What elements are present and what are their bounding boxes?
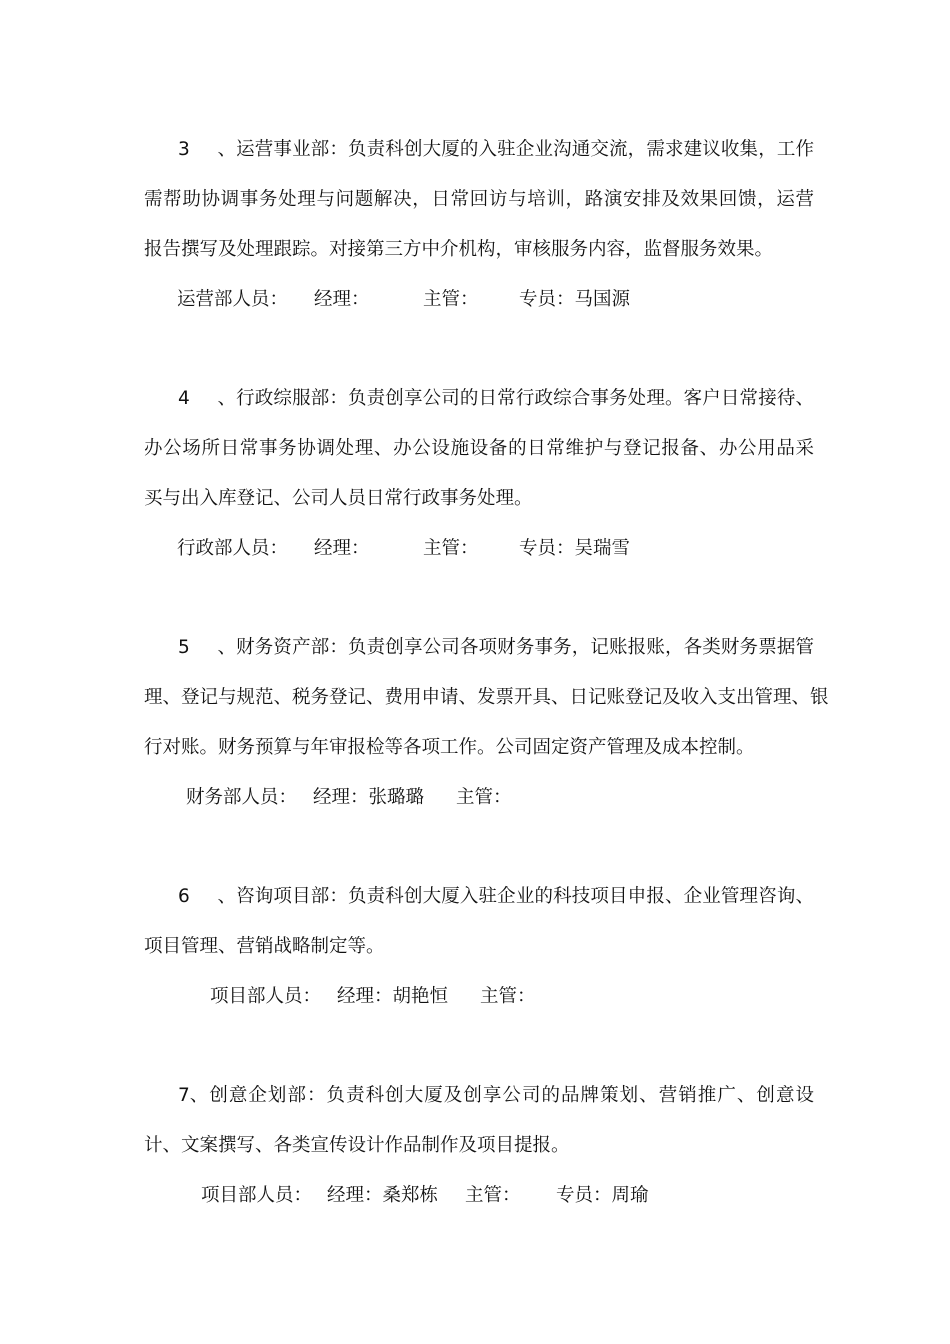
section-7-line-1: 7、创意企划部：负责科创大厦及创享公司的品牌策划、营销推广、创意设 [144, 1083, 814, 1109]
staff-specialist: 专员：吴瑞雪 [519, 538, 631, 559]
staff-manager: 经理： [314, 538, 370, 559]
staff-manager: 经理：张璐璐 [313, 787, 425, 808]
section-4-line-1: 4、行政综服部：负责创享公司的日常行政综合事务处理。客户日常接待、 [144, 386, 814, 412]
staff-dept: 财务部人员： [186, 787, 298, 808]
staff-supervisor: 主管： [456, 787, 512, 808]
section-6-line-1: 6、咨询项目部：负责科创大厦入驻企业的科技项目申报、企业管理咨询、 [144, 884, 814, 910]
staff-manager: 经理：桑郑栋 [327, 1185, 439, 1206]
section-number: 6、 [178, 886, 236, 907]
staff-dept: 项目部人员： [210, 986, 322, 1007]
section-5-line-3: 行对账。财务预算与年审报检等各项工作。公司固定资产管理及成本控制。 [144, 737, 755, 758]
section-5-line-2: 理、登记与规范、税务登记、费用申请、发票开具、日记账登记及收入支出管理、银 [144, 687, 829, 708]
staff-supervisor: 主管： [423, 289, 479, 310]
section-6-line-2: 项目管理、营销战略制定等。 [144, 936, 385, 957]
section-3-line-1: 3、运营事业部：负责科创大厦的入驻企业沟通交流，需求建议收集，工作 [144, 137, 814, 163]
staff-dept: 项目部人员： [201, 1185, 313, 1206]
staff-specialist: 专员：周瑜 [556, 1185, 649, 1206]
staff-dept: 行政部人员： [177, 538, 289, 559]
section-number: 4、 [178, 388, 236, 409]
section-3-line-2: 需帮助协调事务处理与问题解决，日常回访与培训，路演安排及效果回馈，运营 [144, 189, 814, 210]
section-number: 7、 [178, 1085, 209, 1106]
section-4-line-2: 办公场所日常事务协调处理、办公设施设备的日常维护与登记报备、办公用品采 [144, 438, 814, 459]
staff-specialist: 专员：马国源 [519, 289, 631, 310]
staff-manager: 经理： [314, 289, 370, 310]
staff-manager: 经理：胡艳恒 [337, 986, 449, 1007]
section-5-line-1: 5、财务资产部：负责创享公司各项财务事务，记账报账，各类财务票据管 [144, 635, 814, 661]
section-4-line-3: 买与出入库登记、公司人员日常行政事务处理。 [144, 488, 533, 509]
section-3-line-3: 报告撰写及处理跟踪。对接第三方中介机构，审核服务内容，监督服务效果。 [144, 239, 774, 260]
staff-supervisor: 主管： [423, 538, 479, 559]
section-number: 3、 [178, 139, 236, 160]
staff-supervisor: 主管： [480, 986, 536, 1007]
staff-dept: 运营部人员： [177, 289, 289, 310]
section-number: 5、 [178, 637, 236, 658]
staff-supervisor: 主管： [465, 1185, 521, 1206]
section-7-line-2: 计、文案撰写、各类宣传设计作品制作及项目提报。 [144, 1135, 570, 1156]
